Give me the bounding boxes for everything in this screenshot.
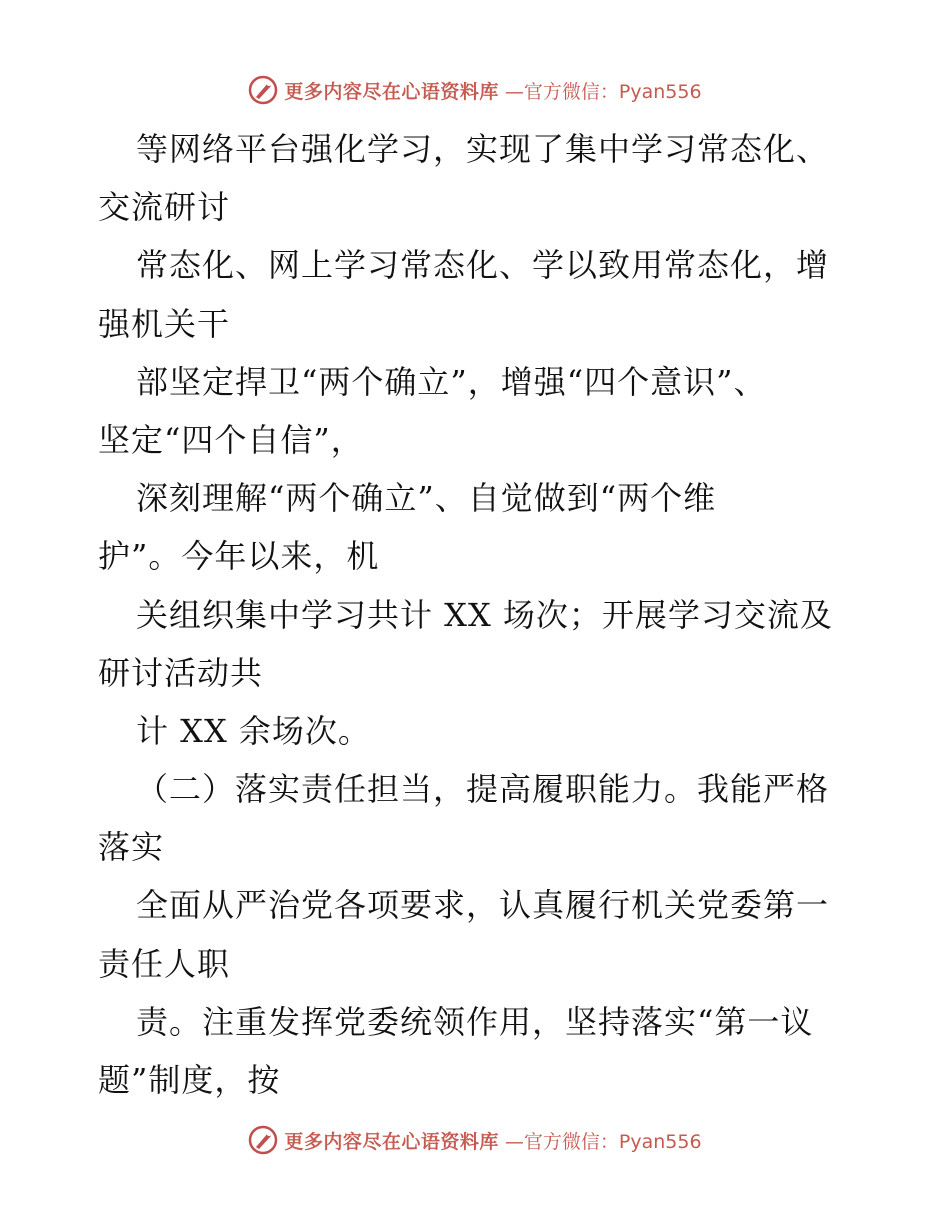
watermark-left-text: 更多内容尽在心语资料库 xyxy=(284,80,499,103)
text-line: 坚定“四个自信”， xyxy=(98,420,364,459)
text-line: 护”。今年以来，机 xyxy=(98,537,380,576)
text-line: 落实 xyxy=(98,828,165,867)
text-line: 强机关干 xyxy=(98,304,231,343)
text-line: 题”制度，按 xyxy=(98,1061,281,1099)
text-line: 等网络平台强化学习，实现了集中学习常态化、 xyxy=(136,130,830,168)
text-line: 深刻理解“两个确立”、自觉做到“两个维 xyxy=(136,479,717,518)
text-line: 部坚定捍卫“两个确立”，增强“四个意识”、 xyxy=(136,362,767,401)
text-line: 关组织集中学习共计 XX 场次；开展学习交流及 xyxy=(136,595,833,634)
header-watermark xyxy=(0,70,950,110)
text-line: 常态化、网上学习常态化、学以致用常态化，增 xyxy=(136,246,830,285)
pen-logo-icon xyxy=(248,1125,278,1155)
watermark-left-text: 更多内容尽在心语资料库 xyxy=(284,1130,499,1153)
text-line: 责。注重发挥党委统领作用，坚持落实“第一议 xyxy=(136,1002,814,1041)
text-line: 交流研讨 xyxy=(98,188,231,227)
pen-logo-icon xyxy=(248,75,278,105)
document-body xyxy=(98,120,858,1109)
footer-watermark xyxy=(0,1120,950,1160)
text-line: 计 XX 余场次。 xyxy=(136,711,371,750)
watermark-right-text: —官方微信：Pyan556 xyxy=(504,80,702,103)
section-heading-line: （二）落实责任担当，提高履职能力。我能严格 xyxy=(136,770,830,809)
text-line: 责任人职 xyxy=(98,944,231,983)
text-line: 全面从严治党各项要求，认真履行机关党委第一 xyxy=(136,886,830,925)
watermark-right-text: —官方微信：Pyan556 xyxy=(504,1130,702,1153)
text-line: 研讨活动共 xyxy=(98,653,264,692)
